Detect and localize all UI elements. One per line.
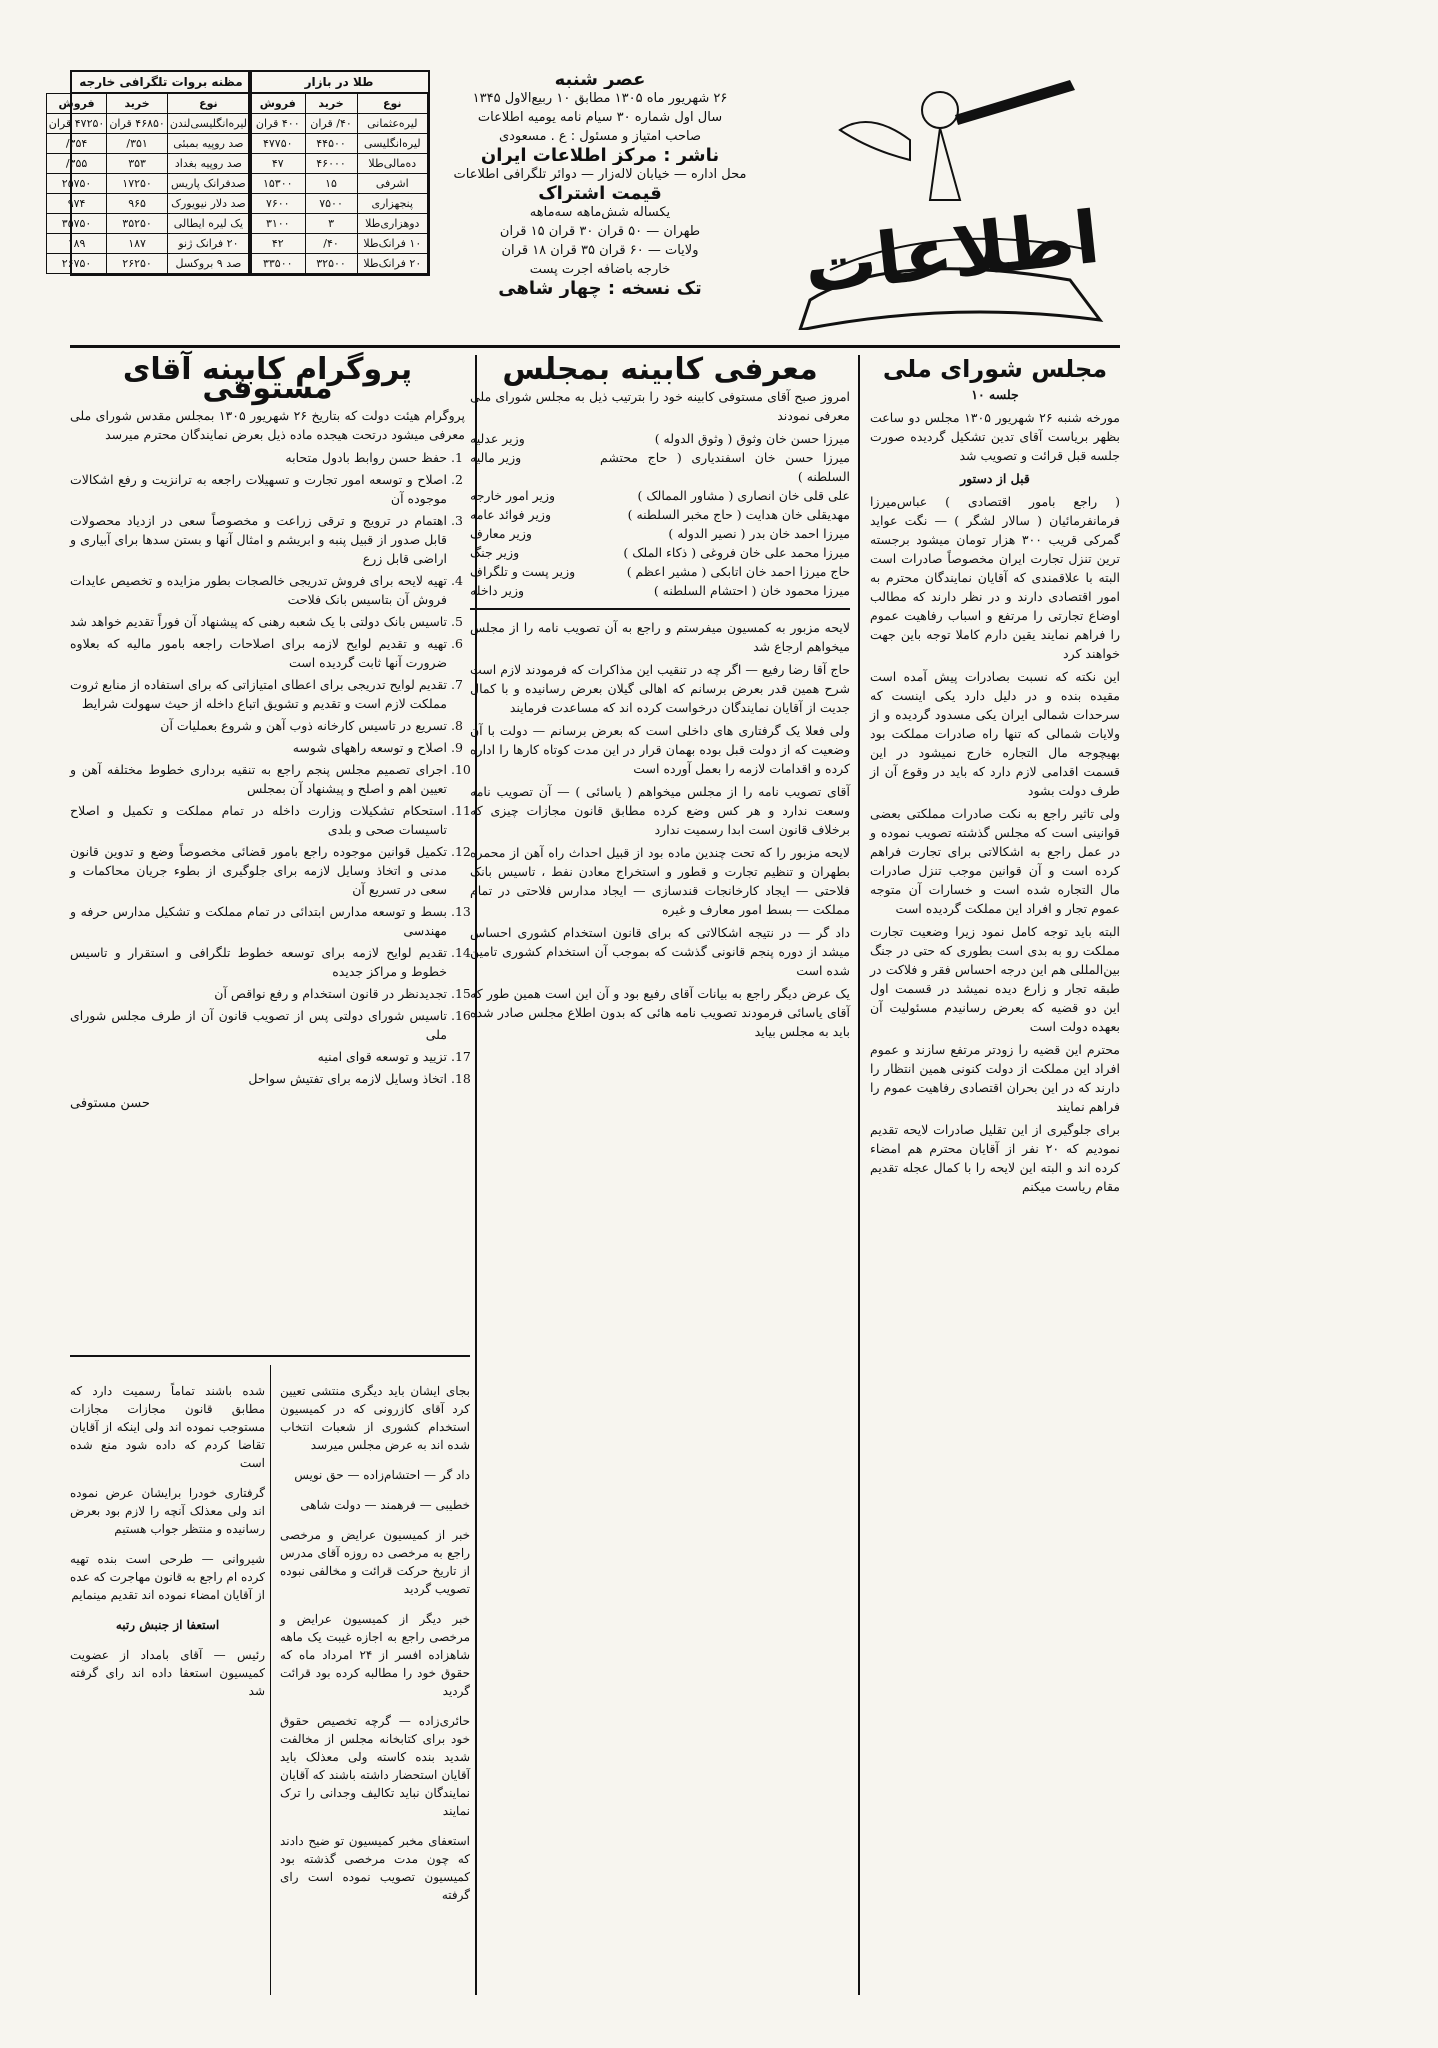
table-row: صد روپیه بمبئی ۳۵۱/ ۳۵۴/ xyxy=(46,134,249,154)
divider xyxy=(470,608,850,610)
table-row: اشرفی ۱۵ ۱۵۳۰۰ xyxy=(251,174,428,194)
list-item: میرزا حسن خان اسفندیاری ( حاج محتشم السلطنه ) وزیر مالیه xyxy=(470,450,850,484)
issue-day: عصر شنبه xyxy=(554,70,646,89)
logo-text: اطلاعات xyxy=(800,194,1104,310)
single-copy-price: تک نسخه : چهار شاهی xyxy=(498,279,702,298)
publisher-line: ناشر : مرکز اطلاعات ایران xyxy=(480,146,720,165)
list-item: 13. بسط و توسعه مدارس ابتدائی در تمام مملکت و تشکیل مدارس حرفه و مهندسی xyxy=(70,902,447,940)
table-row: لیره‌عثمانی ۴۰/ قران ۴۰۰ قران xyxy=(251,114,428,134)
subscription-tehran: طهران — ۵۰ قران ۳۰ قران ۱۵ قران xyxy=(499,224,701,239)
list-item: 12. تکمیل قوانین موجوده راجع بامور قضائی مخصوصاً وضع و تدوین قانون مدنی و اتخاذ وسایل لازمه برای جلوگیری از بطوء جریان محاکمات و سعی در تسریع آن xyxy=(70,842,447,899)
table-row: ده‌مالی‌طلا ۴۶۰۰۰ ۴۷ xyxy=(251,154,428,174)
session-number: جلسه ۱۰ xyxy=(971,387,1019,402)
table-row: ۲۰ فرانک‌طلا ۳۲۵۰۰ ۳۳۵۰۰ xyxy=(251,254,428,274)
table-row: ۱۰ فرانک‌طلا ۴۰/ ۴۲ xyxy=(251,234,428,254)
paragraph: رئیس — آقای بامداد از عضویت کمیسیون استعفا داده اند رای گرفته شد xyxy=(70,1648,265,1698)
list-item: مهدیقلی خان هدایت ( حاج مخبر السلطنه ) وزیر فوائد عامه xyxy=(470,507,850,522)
program-intro: پروگرام هیئت دولت که بتاریخ ۲۶ شهریور ۱۳۰۵ بمجلس مقدس شورای ملی معرفی میشود درتحت هیجده ماده ذیل بعرض نمایندگان محترم میرسد xyxy=(70,408,465,442)
paragraph: یک عرض دیگر راجع به بیانات آقای رفیع بود و آن این است همین طور که آقای یاسائی فرمودند تصویب نامه هائی که بدون اطلاع مجلس صادر شده باید به مجلس بیاید xyxy=(470,986,850,1039)
list-item: 4. تهیه لایحه برای فروش تدریجی خالصجات بطور مزایده و تخصیص عایدات فروش آن بتاسیس بانک فلاحت xyxy=(70,571,447,609)
list-item: میرزا احمد خان بدر ( نصیر الدوله ) وزیر معارف xyxy=(470,526,850,541)
exchange-header-type: نوع xyxy=(167,94,249,114)
list-item: 15. تجدیدنظر در قانون استخدام و رفع نواقص آن xyxy=(70,984,447,1003)
paragraph: این نکته که نسبت بصادرات پیش آمده است مقیده بنده و در دلیل دارد یکی اینست که سرحدات شمالی ایران یکی مسدود گردیده و از ولایات شمالی که تنها راه صادرات مملکت بود بهیچوجه مال التجاره خارج نمیشود در این قسمت اقدامی لازم دارد که باید در وقوع آن از طرف دولت بشود xyxy=(870,669,1120,798)
program-list xyxy=(70,448,465,1088)
table-row: صد ۹ بروکسل ۲۶۲۵۰ ۲۶۷۵۰ xyxy=(46,254,249,274)
paragraph: استعفا از جنبش رتبه xyxy=(115,1618,220,1632)
table-row: لیره‌انگلیسی ۴۴۵۰۰ ۴۷۷۵۰ xyxy=(251,134,428,154)
paragraph: آقای تصویب نامه را از مجلس میخواهم ( یاسائی ) — آن تصویب نامه وسعت ندارد و هر کس وضع کرده مطابق قانون مجازات چیزی که برخلاف قانون است ابدا رسمیت ندارد xyxy=(470,784,850,837)
subscription-header: یکساله شش‌ماهه سه‌ماهه xyxy=(529,205,671,220)
paragraph: استعفای مخبر کمیسیون تو ضیح دادند که چون مدت مرخصی گذشته بود کمیسیون تصویب نموده است رای گرفته xyxy=(280,1834,470,1902)
paragraph: ولی فعلا یک گرفتاری های داخلی است که بعرض برسانم — دولت با آن وضعیت که از دولت قبل بوده بهمان قرار در این مدت کوتاه کارها را اداره کرده و اقدامات لازمه را بعمل آورده است xyxy=(470,723,850,776)
list-item: میرزا محمد علی خان فروغی ( ذکاء الملک ) وزیر جنگ xyxy=(470,545,850,560)
paragraph: بجای ایشان باید دیگری منتشی تعیین کرد آقای کازرونی که در کمیسیون استخدام کشوری از شعبات انتخاب شده اند به عرض مجلس میرسد xyxy=(280,1384,470,1452)
table-row: دوهزاری‌طلا ۳ ۳۱۰۰ xyxy=(251,214,428,234)
list-item: 2. اصلاح و توسعه امور تجارت و تسهیلات راجعه به ترانزیت و رفع اشکالات موجوده آن xyxy=(70,470,447,508)
cabinet-intro: امروز صبح آقای مستوفی کابینه خود را بترتیب ذیل به مجلس شورای ملی معرفی نمودند xyxy=(470,389,850,423)
paragraph: خطیبی — فرهمند — دولت شاهی xyxy=(300,1498,470,1512)
subscription-abroad: خارجه باضافه اجرت پست xyxy=(529,262,671,277)
table-row: صد دلار نیویورک ۹۶۵ ۹۷۴ xyxy=(46,194,249,214)
list-item: 17. تزیید و توسعه قوای امنیه xyxy=(70,1047,447,1066)
subscription-provinces: ولایات — ۶۰ قران ۳۵ قران ۱۸ قران xyxy=(501,243,699,258)
parliament-continued-right xyxy=(280,1370,470,1916)
paragraph: قبل از دستور xyxy=(960,471,1030,486)
program-column xyxy=(70,352,465,1113)
table-row: صدفرانک‌ پاریس ۱۷۲۵۰ ۲۵۷۵۰ xyxy=(46,174,249,194)
column-divider xyxy=(270,1365,271,1995)
paragraph: شیروانی — طرحی است بنده تهیه کرده ام راجع به قانون مهاجرت که عده از آقایان امضاء نموده اند تقدیم مینمایم xyxy=(70,1552,265,1602)
price-tables xyxy=(48,70,430,330)
parliament-title: مجلس شورای ملی xyxy=(882,355,1108,383)
cabinet-title: معرفی کابینه بمجلس xyxy=(502,352,818,387)
exchange-table xyxy=(48,70,252,276)
gold-table-title: طلا در بازار xyxy=(250,72,428,93)
list-item: میرزا محمود خان ( احتشام السلطنه ) وزیر داخله xyxy=(470,583,850,598)
list-item: 11. استحکام تشکیلات وزارت داخله در تمام مملکت و تکمیل و اصلاح تاسیسات صحی و بلدی xyxy=(70,801,447,839)
logo-area xyxy=(770,70,1120,330)
parliament-column xyxy=(870,355,1120,1200)
program-title: پروگرام کابینه آقای مستوفی xyxy=(122,352,413,406)
paragraph: داد گر — در نتیجه اشکالاتی که برای قانون استخدام کشوری احساس میشد از دوره پنجم قانونی گذشت که بموجب آن استخدام کشوری تامین شده است xyxy=(470,925,850,978)
gold-header-sell: فروش xyxy=(251,94,306,114)
paragraph: شده باشند تماماً رسمیت دارد که مطابق قانون مجازات مجازات مستوجب نموده اند ولی اینکه از آقایان تقاضا کردم که داده شود منع شده است xyxy=(70,1384,265,1470)
paragraph: البته باید توجه کامل نمود زیرا وضعیت تجارت مملکت رو به بدی است بطوری که حتی در جنگ بین‌المللی هم این درجه احساس فقر و فلاکت در طبقه تجار و زارع دیده نمیشد در قسمت اول این دو قضیه که بعرض رسانیدم مسئولیت آن بعهده دولت است xyxy=(870,924,1120,1034)
exchange-header-buy: خرید xyxy=(107,94,168,114)
paragraph: حاج آقا رضا رفیع — اگر چه در تنقیب این مذاکرات که فرمودند لازم است شرح همین قدر بعرض برسانم که اهالی گیلان بعرض رسانیده و با کمال جدیت از آقایان نمایندگان درخواست کرده اند که مساعدت فرمایند xyxy=(470,662,850,715)
paragraph: خبر دیگر از کمیسیون عرایض و مرخصی راجع به اجازه غیبت یک ماهه شاهزاده افسر از ۲۴ امرداد ماه که حقوق خود را مطالبه کرده بود قرائت گردید xyxy=(280,1612,470,1698)
paragraph: ولی تاثیر راجع به نکت صادرات مملکتی بعضی قوانینی است که مجلس گذشته تصویب نموده و در عمل راجع به اشکالاتی برای تجارت فراهم کرده است و آن قوانین موجب تنزل صادرات مال التجاره شده است و خسارات آن متوجه عموم تجار و افراد این مملکت گردیده است xyxy=(870,806,1120,916)
list-item: 10. اجرای تصمیم مجلس پنجم راجع به تنقیه برداری خطوط مختلفه آهن و تعیین اهم و اصلح و پیشنهاد آن بمجلس xyxy=(70,760,447,798)
paragraph: مورخه شنبه ۲۶ شهریور ۱۳۰۵ مجلس دو ساعت بظهر بریاست آقای تدین تشکیل گردیده صورت جلسه قبل قرائت و تصویب شد xyxy=(870,410,1120,463)
paragraph: لایحه مزبور به کمسیون میفرستم و راجع به آن تصویب نامه را از مجلس میخواهم ارجاع شد xyxy=(470,620,850,654)
list-item: 18. اتخاذ وسایل لازمه برای تفتیش سواحل xyxy=(70,1069,447,1088)
list-item: 16. تاسیس شورای دولتی پس از تصویب قانون آن از طرف مجلس شورای ملی xyxy=(70,1006,447,1044)
table-row: یک لیره ایطالی ۳۵۲۵۰ ۳۵۷۵۰ xyxy=(46,214,249,234)
masthead xyxy=(48,70,1120,340)
table-row: لیره‌انگلیسی‌لندن ۴۶۸۵۰ قران ۴۷۲۵۰ قران xyxy=(46,114,249,134)
list-item: علی قلی خان انصاری ( مشاور الممالک ) وزیر امور خارجه xyxy=(470,488,850,503)
paragraph: گرفتاری خودرا برایشان عرض نموده اند ولی معذلک آنچه را لازم بود بعرض رسانیده و منتظر جواب هستیم xyxy=(70,1486,265,1536)
list-item: 8. تسریع در تاسیس کارخانه ذوب آهن و شروع بعملیات آن xyxy=(70,716,447,735)
gold-header-buy: خرید xyxy=(305,94,357,114)
signature: حسن مستوفی xyxy=(70,1096,150,1111)
list-item: میرزا حسن خان وثوق ( وثوق الدوله ) وزیر عدلیه xyxy=(470,431,850,446)
newspaper-page xyxy=(48,70,1120,2010)
column-divider xyxy=(858,355,860,1995)
table-row: پنجهزاری ۷۵۰۰ ۷۶۰۰ xyxy=(251,194,428,214)
owner-line: صاحب امتیاز و مسئول : ع . مسعودی xyxy=(498,129,702,144)
exchange-table-title: مظنه بروات تلگرافی خارجه xyxy=(72,72,250,93)
table-row: ۲۰ فرانک ژنو ۱۸۷ ۱۸۹ xyxy=(46,234,249,254)
list-item: 3. اهتمام در ترویج و ترقی زراعت و مخصوصاً سعی در ازدیاد محصولات قابل صدور از قبیل پنبه و ابریشم و امثال آنها و بستن سدها برای آبیاری و اراضی قابل زرع xyxy=(70,511,447,568)
paragraph: خبر از کمیسیون عرایض و مرخصی راجع به مرخصی ده روزه آقای مدرس از تاریخ حرکت قرائت و مخالفی نبوده تصویب گردید xyxy=(280,1528,470,1596)
gold-header-type: نوع xyxy=(357,94,427,114)
issue-number: سال اول شماره ۳۰ سیام نامه یومیه اطلاعات xyxy=(477,110,723,125)
parliament-continued-left xyxy=(70,1370,265,1712)
table-row: صد روپیه بغداد ۳۵۳ ۳۵۵/ xyxy=(46,154,249,174)
list-item: 1. حفظ حسن روابط بادول متحابه xyxy=(70,448,447,467)
masthead-divider xyxy=(70,345,1120,348)
issue-date: ۲۶ شهریور ماه ۱۳۰۵ مطابق ۱۰ ربیع‌الاول ۱۳۴۵ xyxy=(472,91,728,106)
list-item: حاج میرزا احمد خان اتابکی ( مشیر اعظم ) وزیر پست و تلگراف xyxy=(470,564,850,579)
paragraph: ( راجع بامور اقتصادی ) عباس‌میرزا فرمانفرمائیان ( سالار لشگر ) — نگت عواید گمرکی قریب ۳۰۰ هزار تومان میشود برجسته ترین تنزل تجارت ایران مخصوصاً صادرات است البته با علاقمندی که آقایان نمایندگان محترم به امور اقتصادی دارند و در نظر دارند که مطالب اوضاع تجارتی را مرتفع و اسباب رفاهیت عموم را فراهم نمایند یقین دارم کاملا توجه باین جهت خواهند کرد xyxy=(870,494,1120,661)
subscription-title: قیمت اشتراک xyxy=(538,184,662,203)
list-item: 7. تقدیم لوایح تدریجی برای اعطای امتیازاتی که برای استفاده از منابع ثروت مملکت لازم است و تقدیم و تشویق اتباع داخله از حیث سهولت شرایط xyxy=(70,675,447,713)
paragraph: داد گر — احتشام‌زاده — حق نویس xyxy=(294,1468,470,1482)
gold-table xyxy=(248,70,430,276)
list-item: 9. اصلاح و توسعه راههای شوسه xyxy=(70,738,447,757)
cabinet-column xyxy=(470,352,850,1045)
address-line: محل اداره — خیابان لاله‌زار — دوائر تلگرافی اطلاعات xyxy=(453,167,747,182)
list-item: 5. تاسیس بانک دولتی با یک شعبه رهنی که پیشنهاد آن فوراً تقدیم خواهد شد xyxy=(70,612,447,631)
paragraph: برای جلوگیری از این تقلیل صادرات لایحه تقدیم نمودیم که ۲۰ نفر از آقایان محترم هم امضاء کرده اند و البته این لایحه را با کمال عجله تقدیم مقام ریاست میکنم xyxy=(870,1122,1120,1194)
exchange-header-sell: فروش xyxy=(46,94,107,114)
issue-info xyxy=(440,70,760,330)
paragraph: محترم این قضیه را زودتر مرتفع سازند و عموم افراد این مملکت از دولت کنونی همین انتظار را دارند که در این بحران اقتصادی رفاهیت عموم را فراهم نمایند xyxy=(870,1042,1120,1114)
list-item: 6. تهیه و تقدیم لوایح لازمه برای اصلاحات راجعه بامور مالیه که بعلاوه ضرورت آنها ثابت گردیده است xyxy=(70,634,447,672)
section-divider xyxy=(70,1355,470,1357)
paragraph: حائری‌زاده — گرچه تخصیص حقوق خود برای کتابخانه مجلس از مخالفت شدید بنده کاسته ولی معذلک باید آقایان استحضار داشته باشند که آقایان نمایندگان نباید تکالیف وجدانی را ترک نمایند xyxy=(280,1714,470,1818)
paragraph: لایحه مزبور را که تحت چندین ماده بود از قبیل احداث راه آهن از محمره بطهران و تنظیم تجارت و قطور و استخراج معادن نفط ، تاسیس بانک فلاحتی — ایجاد کارخانجات قندسازی — ایجاد مدارس فلاحتی در تمام مملکت — بسط امور معارف و غیره xyxy=(470,845,850,917)
list-item: 14. تقدیم لوایح لازمه برای توسعه خطوط تلگرافی و استقرار و تاسیس خطوط و مراکز جدیده xyxy=(70,943,447,981)
